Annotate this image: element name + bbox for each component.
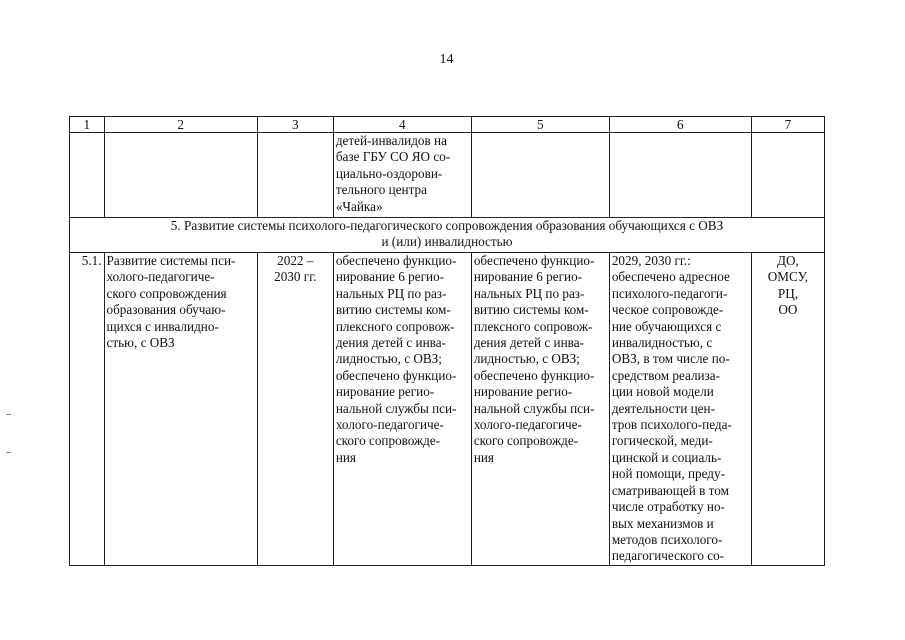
- cont-cell-5: [471, 133, 609, 218]
- text-line: дения детей с инва-: [473, 335, 584, 351]
- cont-cell-7: [751, 133, 824, 218]
- row-col4: [333, 253, 471, 566]
- header-cell-2: 2: [104, 117, 257, 133]
- text-line: 2022 –: [277, 253, 314, 268]
- text-line: лидностью, с ОВЗ;: [335, 351, 442, 367]
- text-line: ческое сопровожде-: [611, 302, 724, 318]
- text-line: обеспечено функцио-: [473, 367, 595, 383]
- text-line: 2029, 2030 гг.:: [611, 253, 691, 268]
- text-line: плексного сопровож-: [473, 318, 593, 334]
- text-line: холого-педагогиче-: [106, 269, 215, 285]
- text-line: тров психолого-педа-: [611, 417, 732, 433]
- text-line: нальной службы пси-: [335, 400, 457, 416]
- text-line: детей-инвалидов на: [335, 133, 447, 148]
- cont-cell-2: [104, 133, 257, 218]
- text-line: базе ГБУ СО ЯО со-: [335, 149, 451, 165]
- text-line: ОО: [778, 302, 798, 318]
- margin-mark: [6, 452, 11, 453]
- text-line: ния: [335, 449, 356, 465]
- text-line: щихся с инвалидно-: [106, 318, 219, 334]
- text-line: педагогического со-: [611, 548, 725, 564]
- text-line: тельного центра: [335, 182, 427, 198]
- text-line: стью, с ОВЗ: [106, 335, 175, 351]
- text-line: витию системы ком-: [473, 302, 589, 318]
- text-line: ние обучающихся с: [611, 318, 722, 334]
- text-line: 2030 гг.: [274, 269, 317, 285]
- text-line: числе отработку но-: [611, 499, 725, 515]
- header-cell-1: 1: [70, 117, 105, 133]
- text-line: средством реализа-: [611, 367, 721, 383]
- section-heading-line: 5. Развитие системы психолого-педагогического сопровождения образования обучающихся с ОВЗ: [170, 218, 724, 233]
- text-line: обеспечено адресное: [611, 269, 730, 285]
- page-number: 14: [439, 52, 454, 67]
- cont-cell-6: [609, 133, 751, 218]
- section-heading-line: и (или) инвалидностью: [381, 234, 513, 250]
- margin-mark: [6, 414, 11, 415]
- text-line: ОМСУ,: [767, 269, 809, 285]
- text-line: циально-оздорови-: [335, 165, 443, 181]
- row-col6: [609, 253, 751, 566]
- header-cell-6: 6: [609, 117, 751, 133]
- row-col5: [471, 253, 609, 566]
- text-line: холого-педагогиче-: [335, 417, 444, 433]
- row-number: 5.1.: [70, 253, 105, 566]
- text-line: плексного сопровож-: [335, 318, 455, 334]
- text-line: обеспечено функцио-: [473, 253, 595, 268]
- table-row-continuation: [70, 133, 825, 218]
- row-period: [257, 253, 333, 566]
- text-line: сматривающей в том: [611, 482, 729, 498]
- text-line: вых механизмов и: [611, 515, 714, 531]
- document-table: [69, 116, 825, 566]
- cont-cell-3: [257, 133, 333, 218]
- text-line: «Чайка»: [335, 198, 383, 214]
- table-row-5-1: [70, 253, 825, 566]
- text-line: ОВЗ, в том числе по-: [611, 351, 730, 367]
- text-line: нирование 6 регио-: [335, 269, 445, 285]
- text-line: ции новой модели: [611, 384, 714, 400]
- text-line: деятельности цен-: [611, 400, 715, 416]
- text-line: ского сопровожде-: [473, 433, 579, 449]
- text-line: РЦ,: [777, 285, 799, 301]
- text-line: нирование регио-: [335, 384, 435, 400]
- text-line: ния: [473, 449, 494, 465]
- text-line: обеспечено функцио-: [335, 367, 457, 383]
- text-line: ского сопровожде-: [335, 433, 441, 449]
- text-line: нальных РЦ по раз-: [335, 285, 447, 301]
- text-line: холого-педагогиче-: [473, 417, 582, 433]
- text-line: ДО,: [777, 253, 799, 268]
- row-responsible: [751, 253, 824, 566]
- text-line: Развитие системы пси-: [106, 253, 236, 268]
- text-line: ной помощи, преду-: [611, 466, 725, 482]
- text-line: психолого-педагоги-: [611, 285, 728, 301]
- header-cell-4: 4: [333, 117, 471, 133]
- text-line: дения детей с инва-: [335, 335, 446, 351]
- text-line: нальных РЦ по раз-: [473, 285, 585, 301]
- header-cell-3: 3: [257, 117, 333, 133]
- section-heading: [70, 218, 825, 253]
- cont-cell-1: [70, 133, 105, 218]
- text-line: образования обучаю-: [106, 302, 226, 318]
- text-line: ского сопровождения: [106, 285, 227, 301]
- text-line: нирование регио-: [473, 384, 573, 400]
- row-title: [104, 253, 257, 566]
- text-line: обеспечено функцио-: [335, 253, 457, 268]
- text-line: лидностью, с ОВЗ;: [473, 351, 580, 367]
- cont-cell-4: [333, 133, 471, 218]
- header-cell-7: 7: [751, 117, 824, 133]
- text-line: нальной службы пси-: [473, 400, 595, 416]
- text-line: методов психолого-: [611, 531, 723, 547]
- text-line: гогической, меди-: [611, 433, 713, 449]
- text-line: инвалидностью, с: [611, 335, 713, 351]
- table-header-row: [70, 117, 825, 133]
- text-line: нирование 6 регио-: [473, 269, 583, 285]
- section-heading-row: [70, 218, 825, 253]
- text-line: цинской и социаль-: [611, 449, 722, 465]
- text-line: витию системы ком-: [335, 302, 451, 318]
- header-cell-5: 5: [471, 117, 609, 133]
